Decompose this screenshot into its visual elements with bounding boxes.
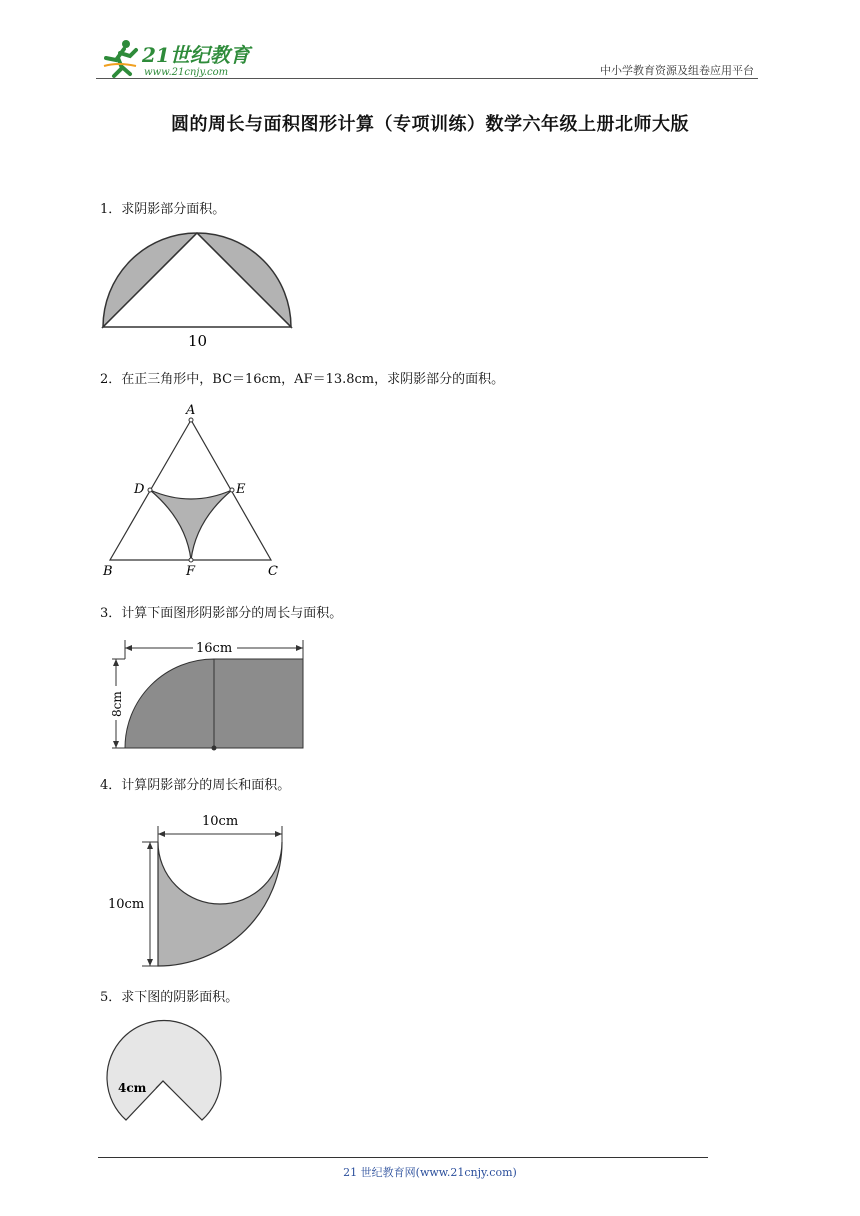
logo-main-text: 21世纪教育 xyxy=(142,43,250,67)
diameter-label: 10 xyxy=(188,332,208,350)
width-label: 16cm xyxy=(196,641,233,656)
question-5-figure xyxy=(96,1014,236,1124)
right-square-shaded xyxy=(214,659,303,748)
footer-divider xyxy=(98,1157,708,1158)
circle-minus-square-shaded xyxy=(107,1021,221,1120)
header-divider xyxy=(96,78,758,79)
vertex-label-b: B xyxy=(103,564,113,579)
question-2-text: 2．在正三角形中，BC＝16cm，AF＝13.8cm，求阴影部分的面积。 xyxy=(100,372,505,387)
curved-triangle-shaded xyxy=(150,490,232,560)
vertex-label-a: A xyxy=(186,403,196,418)
question-3-figure xyxy=(96,636,310,756)
question-1-figure xyxy=(96,222,302,350)
vertex-label-c: C xyxy=(268,564,278,579)
header-tagline: 中小学教育资源及组卷应用平台 xyxy=(600,64,754,77)
vertex-label-d: D xyxy=(134,482,145,497)
question-5-text: 5．求下图的阴影面积。 xyxy=(100,990,239,1005)
height-label: 10cm xyxy=(108,897,145,912)
site-logo xyxy=(96,36,266,80)
question-1-text: 1．求阴影部分面积。 xyxy=(100,202,226,217)
vertex-label-e: E xyxy=(236,482,246,497)
shaded-region xyxy=(158,842,282,966)
question-3-text: 3．计算下面图形阴影部分的周长与面积。 xyxy=(100,606,343,621)
question-4-text: 4．计算阴影部分的周长和面积。 xyxy=(100,778,291,793)
quarter-circle-shaded xyxy=(125,659,214,748)
footer-text: 21 世纪教育网(www.21cnjy.com) xyxy=(343,1166,517,1179)
logo-url-text: www.21cnjy.com xyxy=(144,67,229,78)
width-label: 10cm xyxy=(202,814,239,829)
question-2-figure xyxy=(96,400,286,582)
document-title: 圆的周长与面积图形计算（专项训练）数学六年级上册北师大版 xyxy=(171,114,689,135)
vertex-label-f: F xyxy=(186,564,196,579)
question-4-figure xyxy=(96,808,296,972)
height-label: 8cm xyxy=(110,691,124,717)
runner-icon xyxy=(104,40,136,76)
side-label: 4cm xyxy=(118,1081,147,1095)
